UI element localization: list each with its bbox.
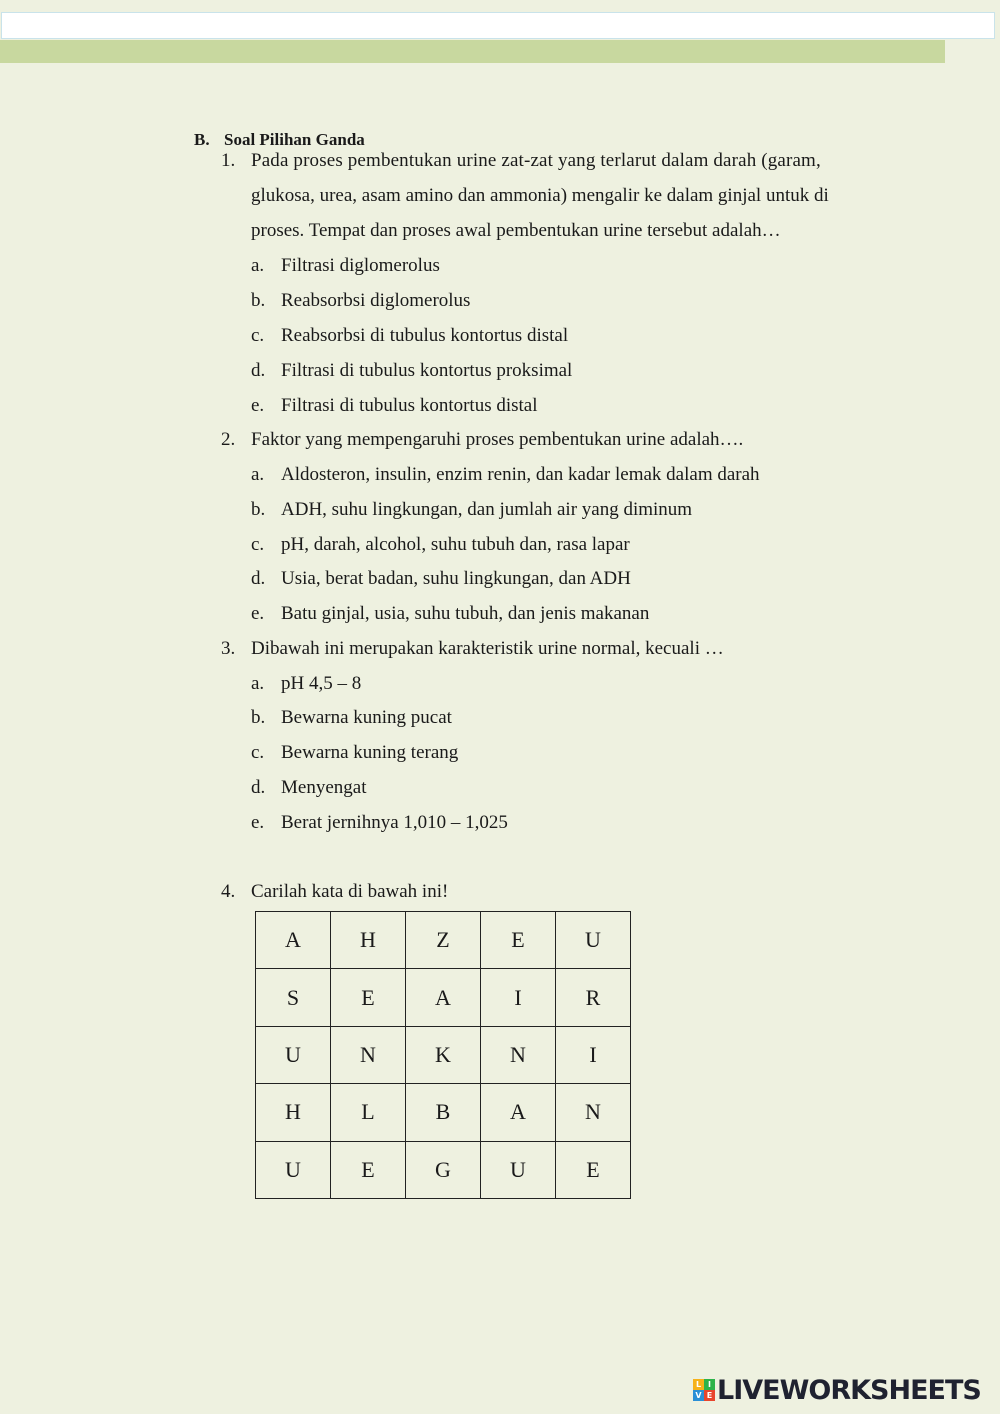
question-text-line-2: glukosa, urea, asam amino dan ammonia) mengalir ke dalam ginjal untuk di	[251, 185, 829, 206]
option-3a[interactable]	[251, 673, 361, 695]
option-2d[interactable]	[251, 568, 631, 590]
grid-cell[interactable]: L	[331, 1084, 406, 1141]
option-letter: e.	[251, 395, 265, 416]
option-letter: a.	[251, 464, 265, 485]
grid-cell[interactable]: E	[556, 1141, 631, 1198]
logo-mark-tile: I	[704, 1379, 715, 1390]
option-text: pH, darah, alcohol, suhu tubuh dan, rasa lapar	[281, 534, 630, 555]
grid-cell[interactable]: N	[331, 1026, 406, 1083]
answer-input[interactable]	[1, 12, 995, 39]
option-letter: c.	[251, 325, 265, 346]
option-text: Berat jernihnya 1,010 – 1,025	[281, 812, 508, 833]
option-letter: e.	[251, 812, 265, 833]
grid-cell[interactable]: S	[256, 969, 331, 1026]
option-text: Reabsorbsi di tubulus kontortus distal	[281, 325, 569, 346]
grid-cell[interactable]: N	[481, 1026, 556, 1083]
grid-cell[interactable]: B	[406, 1084, 481, 1141]
question-text: Carilah kata di bawah ini!	[251, 881, 449, 902]
grid-cell[interactable]: E	[481, 912, 556, 969]
option-letter: d.	[251, 777, 266, 798]
option-1b[interactable]	[251, 290, 470, 312]
grid-cell[interactable]: Z	[406, 912, 481, 969]
option-text: Menyengat	[281, 777, 367, 798]
grid-row	[256, 1084, 631, 1141]
option-letter: b.	[251, 290, 266, 311]
liveworksheets-logo-icon	[693, 1379, 715, 1401]
grid-cell[interactable]: E	[331, 1141, 406, 1198]
option-text: Usia, berat badan, suhu lingkungan, dan ADH	[281, 568, 631, 589]
option-text: Filtrasi di tubulus kontortus proksimal	[281, 360, 573, 381]
question-text: Dibawah ini merupakan karakteristik urine normal, kecuali …	[251, 638, 724, 659]
option-letter: a.	[251, 673, 265, 694]
question-number: 3.	[221, 638, 236, 659]
section-title: Soal Pilihan Ganda	[224, 130, 365, 149]
option-text: Bewarna kuning pucat	[281, 707, 452, 728]
option-letter: c.	[251, 534, 265, 555]
logo-mark-tile: E	[704, 1390, 715, 1401]
question-number: 2.	[221, 429, 236, 450]
grid-cell[interactable]: A	[406, 969, 481, 1026]
grid-cell[interactable]: I	[556, 1026, 631, 1083]
section-label: B.	[194, 130, 210, 149]
option-2a[interactable]	[251, 464, 760, 486]
option-letter: b.	[251, 707, 266, 728]
option-text: ADH, suhu lingkungan, dan jumlah air yang diminum	[281, 499, 693, 520]
section-heading	[194, 130, 365, 150]
option-text: Bewarna kuning terang	[281, 742, 459, 763]
header-band	[0, 40, 945, 63]
option-letter: c.	[251, 742, 265, 763]
question-text-line-3: proses. Tempat dan proses awal pembentukan urine tersebut adalah…	[251, 220, 781, 241]
grid-cell[interactable]: R	[556, 969, 631, 1026]
option-letter: e.	[251, 603, 265, 624]
option-letter: b.	[251, 499, 266, 520]
option-1a[interactable]	[251, 255, 440, 277]
question-text: Faktor yang mempengaruhi proses pembentukan urine adalah….	[251, 429, 744, 450]
grid-cell[interactable]: K	[406, 1026, 481, 1083]
grid-cell[interactable]: U	[256, 1141, 331, 1198]
question-text-line-1: Pada proses pembentukan urine zat-zat yang terlarut dalam darah (garam,	[251, 150, 821, 171]
option-1e[interactable]	[251, 395, 538, 417]
grid-cell[interactable]: G	[406, 1141, 481, 1198]
option-2b[interactable]	[251, 499, 692, 521]
grid-cell[interactable]: N	[556, 1084, 631, 1141]
option-text: Filtrasi di tubulus kontortus distal	[281, 395, 538, 416]
grid-cell[interactable]: A	[481, 1084, 556, 1141]
option-letter: d.	[251, 568, 266, 589]
grid-row	[256, 1026, 631, 1083]
question-number: 4.	[221, 881, 236, 902]
grid-cell[interactable]: U	[481, 1141, 556, 1198]
grid-row	[256, 912, 631, 969]
liveworksheets-logo[interactable]	[693, 1374, 981, 1406]
logo-mark-tile: V	[693, 1390, 704, 1401]
option-1d[interactable]	[251, 360, 572, 382]
option-text: pH 4,5 – 8	[281, 673, 362, 694]
grid-cell[interactable]: A	[256, 912, 331, 969]
option-letter: d.	[251, 360, 266, 381]
word-search-grid	[255, 911, 631, 1199]
option-text: Batu ginjal, usia, suhu tubuh, dan jenis makanan	[281, 603, 650, 624]
option-3b[interactable]	[251, 707, 452, 729]
logo-text: LIVEWORKSHEETS	[717, 1374, 981, 1406]
logo-mark-tile: L	[693, 1379, 704, 1390]
grid-row	[256, 1141, 631, 1198]
grid-cell[interactable]: U	[256, 1026, 331, 1083]
option-text: Filtrasi diglomerolus	[281, 255, 440, 276]
option-3c[interactable]	[251, 742, 458, 764]
grid-cell[interactable]: U	[556, 912, 631, 969]
grid-cell[interactable]: I	[481, 969, 556, 1026]
option-3e[interactable]	[251, 812, 508, 834]
option-text: Reabsorbsi diglomerolus	[281, 290, 471, 311]
option-2e[interactable]	[251, 603, 649, 625]
option-2c[interactable]	[251, 534, 630, 556]
grid-row	[256, 969, 631, 1026]
option-1c[interactable]	[251, 325, 568, 347]
grid-cell[interactable]: H	[331, 912, 406, 969]
grid-cell[interactable]: E	[331, 969, 406, 1026]
option-3d[interactable]	[251, 777, 366, 799]
grid-cell[interactable]: H	[256, 1084, 331, 1141]
option-text: Aldosteron, insulin, enzim renin, dan kadar lemak dalam darah	[281, 464, 760, 485]
question-number: 1.	[221, 150, 236, 171]
option-letter: a.	[251, 255, 265, 276]
